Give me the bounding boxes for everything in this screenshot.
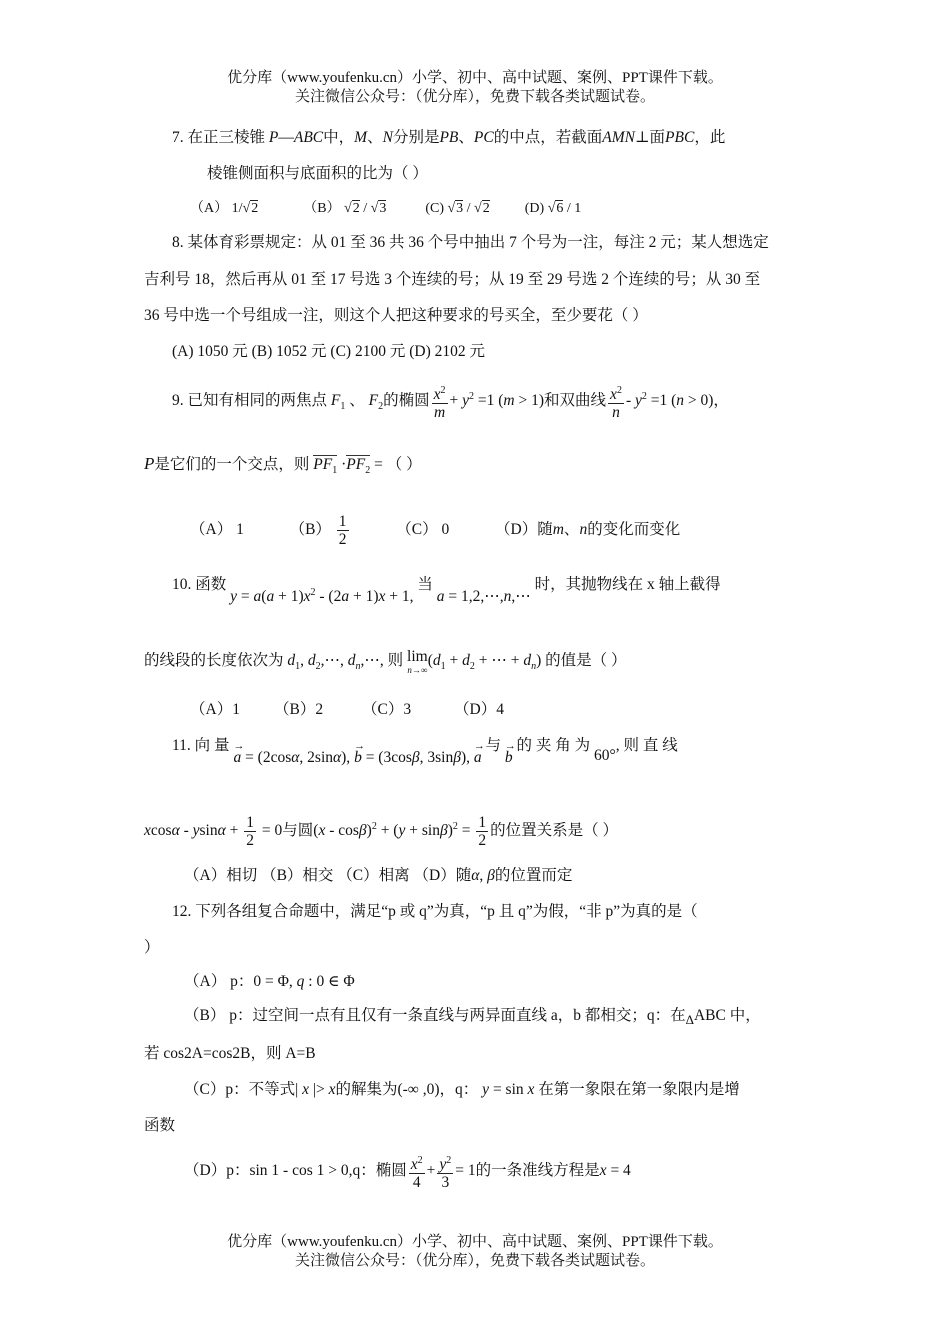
q10-line-2 xyxy=(144,648,627,680)
header-line-2: 关注微信公众号：（优分库），免费下载各类试题试卷。 xyxy=(294,89,655,105)
q10-line-1 xyxy=(172,568,721,606)
q11-vectors: → a = (2cosα, 2sinα), → b = (3cosβ, 3sinβ), → a xyxy=(233,749,481,766)
q10-text-l2c: 的值是（ ） xyxy=(545,652,627,669)
q10-limit: lim n→∞ ($d_1 + d_2$ + ⋯ + $d_n$) xyxy=(407,648,542,675)
q8-line-3: 36 号中选一个号组成一注，则这个人把这种要求的号买全，至少要花（ ） xyxy=(144,307,648,324)
q8-line-1: 8. 某体育彩票规定：从 01 至 36 共 36 个号中抽出 7 个号为一注，每注 2 元；某人想选定 xyxy=(172,234,769,251)
q11-text-c: 的 夹 角 为 xyxy=(516,737,591,754)
q11-circle-eq: $(x - \cos\beta)^2 + (y + \sin\beta)^2$ = $\frac{1}{2}$ xyxy=(313,814,487,850)
q7-text-e: ⊥面 xyxy=(634,129,666,146)
q7-text-a: 7. 在正三棱锥 xyxy=(172,129,266,146)
q10-text-c: 时，其抛物线在 x 轴上截得 xyxy=(534,576,721,594)
q9-opt-b-frac: $\frac{1}{2}$ xyxy=(338,512,347,548)
q7-opt-b-label: （B） xyxy=(303,201,341,216)
q7-opt-d-label: (D) xyxy=(524,201,545,216)
q7-options xyxy=(190,199,581,219)
q12-line-1: 12. 下列各组复合命题中，满足“p 或 q”为真，“p 且 q”为假，“非 p”为真的是（ xyxy=(172,903,698,920)
q7-opt-c-value: √3 / √2 xyxy=(447,201,490,216)
q7-text-d: 的中点，若截面 xyxy=(493,129,603,146)
q12-option-a xyxy=(184,972,355,992)
q9-ellipse-frac: $\frac{x^2}{m}$ xyxy=(432,382,448,421)
q7-line-2: 棱锥侧面积与底面积的比为（ ） xyxy=(207,165,428,182)
q12-opt-c-ineq: | x |> x xyxy=(295,1081,336,1098)
q11-text-l2b: 的位置关系是（ ） xyxy=(490,822,618,840)
q12-opt-c-text-c: ，q： xyxy=(439,1081,479,1098)
q11-line-eq: xcosα - ysinα + $\frac{1}{2}$ = 0 xyxy=(144,814,283,850)
q7-opt-a-value: 1/√2 xyxy=(231,201,259,216)
q11-text-a: 11. 向 量 xyxy=(172,737,230,754)
q12-opt-c-text-b: 的解集为 xyxy=(335,1081,398,1098)
q9-text-l2: 是它们的一个交点，则 xyxy=(154,456,310,473)
q12-option-b-line-1: （B） p：过空间一点有且仅有一条直线与两异面直线 a，b 都相交；q：在$_\Delta$ABC 中， xyxy=(184,1007,761,1027)
q10-sequence: $d_1$, $d_2,\cdots$, $d_n,\cdots$, xyxy=(287,652,384,673)
q10-text-b: 当 xyxy=(417,576,433,594)
footer-line-2: 关注微信公众号：（优分库），免费下载各类试题试卷。 xyxy=(294,1253,655,1269)
q12-opt-b-text: （B） p：过空间一点有且仅有一条直线与两异面直线 a，b 都相交；q：在 xyxy=(184,1007,686,1024)
q12-opt-c-interval: (-∞ ,0) xyxy=(397,1081,440,1098)
q9-text-b: 的椭圆 xyxy=(383,392,430,410)
header-line-1: 优分库（www.youfenku.cn）小学、初中、高中试题、案例、PPT课件下载。 xyxy=(227,70,723,86)
q12-opt-d-text-c: 的一条准线方程是 xyxy=(475,1162,600,1180)
q9-line-1: 9. 已知有相同的两焦点 $F_1$ 、 $F_2$的椭圆 $\frac{x^2}{m}$ + $y^2 =1$ (m > 1)和双曲线 $\frac{x^2}{n}$ - $y^2 =1$ (n > 0)， xyxy=(172,382,729,421)
q11-text-b: 与 xyxy=(485,737,502,754)
q9-opt-a: （A） 1 xyxy=(190,521,244,538)
q11-text-l2a: 与圆 xyxy=(282,822,314,840)
q9-opt-c: （C） 0 xyxy=(396,521,450,538)
q11-line-1: 11. 向 量 → a = (2cosα, 2sinα), → b = (3cosβ, 3sinβ), → a 与 → b 的 夹 角 为 60°, 则 直 线 xyxy=(172,733,678,759)
q10-opt-a: （A）1 xyxy=(190,701,240,718)
q11-text-d: 则 直 线 xyxy=(623,737,678,754)
q10-a-values: a = 1,2,⋯,n,⋯ xyxy=(436,588,531,606)
q12-opt-b-text-b: ABC 中， xyxy=(693,1007,761,1024)
q11-options-tail: 的位置而定 xyxy=(494,867,573,884)
q11-vec-b: → b xyxy=(505,749,513,766)
q7-text-c: 分别是 xyxy=(392,129,440,146)
q7-text-b: 中， xyxy=(323,129,355,146)
q12-opt-a-label: （A） p： xyxy=(184,973,254,990)
q8-line-2: 吉利号 18，然后再从 01 至 17 号选 3 个连续的号；从 19 至 29 号选 2 个连续的号；从 30 至 xyxy=(144,271,761,288)
q12-opt-d-directrix: x = 4 xyxy=(599,1162,631,1180)
q10-text-l2b: 则 xyxy=(387,652,404,669)
q9-options: （A） 1 （B） $\frac{1}{2}$ （C） 0 （D）随m、n的变化而变化 xyxy=(190,512,681,548)
q12-opt-c-text-d: 在第一象限在第一象限内是增 xyxy=(538,1081,740,1098)
q9-opt-d-label: （D）随 xyxy=(495,521,553,538)
q9-line-2: P是它们的一个交点，则 $PF_1 \cdot PF_2$ = （ ） xyxy=(144,454,422,477)
q7-opt-c-label: (C) xyxy=(425,201,444,216)
q12-option-c-line-2: 函数 xyxy=(144,1117,176,1134)
q12-opt-c-text-a: （C）p：不等式 xyxy=(184,1081,296,1098)
q9-opt-d-tail: 的变化而变化 xyxy=(587,521,681,538)
q10-text-l2a: 的线段的长度依次为 xyxy=(144,652,284,669)
q12-opt-d-text-a: （D）p： xyxy=(184,1162,250,1180)
q9-dot-product: $PF_1 \cdot PF_2$ = xyxy=(313,456,383,477)
q10-options xyxy=(190,700,504,720)
q11-line-2 xyxy=(144,814,618,849)
q9-text-a: 9. 已知有相同的两焦点 xyxy=(172,392,328,410)
q12-opt-d-text-b: q：椭圆 xyxy=(352,1162,407,1180)
q9-text-l2b: （ ） xyxy=(386,456,422,473)
q12-opt-a-math: 0 = Φ, q : 0 ∈ Φ xyxy=(253,973,355,990)
q7-text-f: ，此 xyxy=(694,129,726,146)
q12-option-d: （D）p：sin 1 - cos 1 > 0,q：椭圆 $\frac{x^2}{4}$ + $\frac{y^2}{3}$ = 1的一条准线方程是x = 4 xyxy=(184,1152,631,1191)
q7-line-1: 7. 在正三棱锥 P—ABC中，M、N分别是PB、PC的中点，若截面AMN⊥面PBC，此 xyxy=(172,129,726,146)
q12-opt-c-func: y = sin x xyxy=(482,1081,535,1098)
q11-options: （A）相切 （B）相交 （C）相离 （D）随α, β的位置而定 xyxy=(184,867,573,884)
q12-opt-d-ineq: sin 1 - cos 1 > 0, xyxy=(249,1162,353,1180)
q9-opt-b-label: （B） xyxy=(289,521,331,538)
q12-option-c-line-1 xyxy=(184,1080,740,1100)
q11-options-text: （A）相切 （B）相交 （C）相离 （D）随 xyxy=(184,867,472,884)
q11-angle: 60° xyxy=(594,747,616,764)
q7-opt-a-label: （A） xyxy=(190,201,229,216)
q9-hyperbola-frac: $\frac{x^2}{n}$ xyxy=(608,382,624,421)
q10-opt-b: （B）2 xyxy=(274,701,324,718)
q10-function: $y = a(a + 1)x^2 - (2a + 1)x + 1$, xyxy=(230,587,414,606)
q7-opt-d-value: √6 / 1 xyxy=(547,201,582,216)
q12-option-b-line-2: 若 cos2A=cos2B，则 A=B xyxy=(144,1045,316,1062)
footer-line-1: 优分库（www.youfenku.cn）小学、初中、高中试题、案例、PPT课件下载。 xyxy=(227,1234,723,1250)
q12-line-1b: ） xyxy=(144,939,160,956)
q9-text-c: 和双曲线 xyxy=(544,392,607,410)
q7-opt-b-value: √2 / √3 xyxy=(344,201,387,216)
q10-text-a: 10. 函数 xyxy=(172,576,227,594)
q12-opt-d-frac-y: $\frac{y^2}{3}$ xyxy=(437,1152,453,1191)
q12-opt-d-frac-x: $\frac{x^2}{4}$ xyxy=(409,1152,425,1191)
q8-options: (A) 1050 元 (B) 1052 元 (C) 2100 元 (D) 2102 元 xyxy=(172,343,485,360)
q10-opt-d: （D）4 xyxy=(454,701,504,718)
q10-opt-c: （C）3 xyxy=(362,701,412,718)
